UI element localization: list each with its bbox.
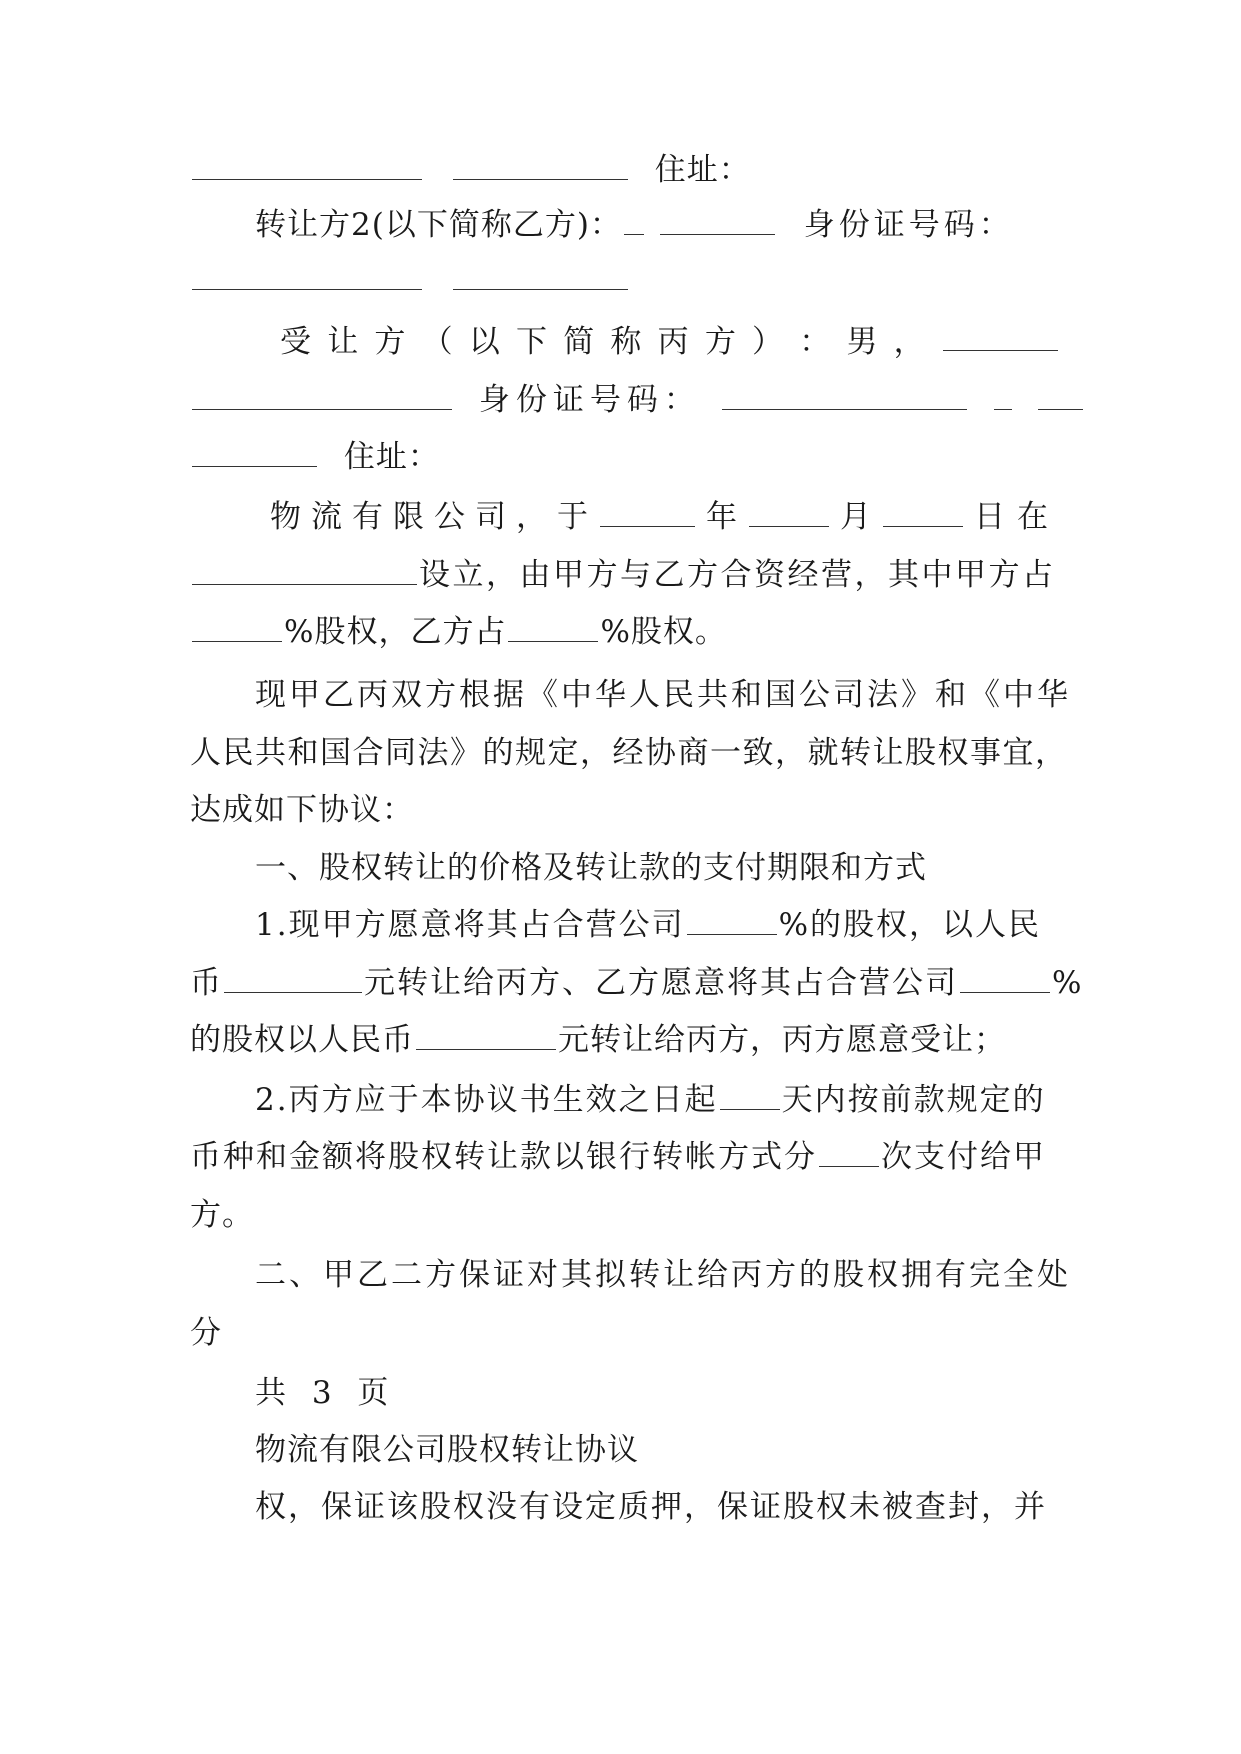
section-heading-2-line1: 二、甲乙二方保证对其拟转让给丙方的股权拥有完全处 [255,1257,1071,1293]
blank-field [224,964,362,993]
line-party3-address [190,437,1060,477]
clause-1-line2 [190,963,1083,1003]
para-basis-line1: 现甲乙丙双方根据《中华人民共和国公司法》和《中华 [255,677,1071,713]
char: ： [799,324,832,360]
month-label: 月 [840,499,872,535]
char: 方 [374,324,407,360]
char: 丙 [657,324,690,360]
section-heading-2-line2: 分 [190,1315,222,1351]
blank-field [720,1081,780,1110]
para-basis-line3: 达成如下协议： [190,792,414,828]
share-a-text: %股权，乙方占 [284,614,507,650]
party2-label: 转让方2(以下简称乙方)： [255,207,622,243]
char: 流 [311,499,343,535]
char: 下 [516,324,549,360]
char: 称 [610,324,643,360]
clause-text: %的股权，以人民 [778,907,1042,943]
blank-field [192,438,317,467]
line-company-established [270,497,1060,537]
para-basis-line2: 人民共和国合同法》的规定，经协商一致，就转让股权事宜， [190,735,1068,771]
clause-2-line3: 方。 [190,1197,254,1233]
clause-text: % [1052,965,1083,1001]
blank-field [453,151,628,180]
char: 于 [557,499,589,535]
blank-field [192,381,452,410]
line-party3-id [190,380,1060,420]
clause-2-line2 [190,1137,1060,1177]
day-label: 日在 [974,499,1060,535]
line-joint-venture [190,555,1060,595]
clause-text: 的股权以人民币 [190,1022,414,1058]
clause-text: 元转让给丙方，丙方愿意受让； [558,1022,1006,1058]
blank-field [749,498,829,527]
char: 限 [393,499,425,535]
clause-1-line3 [190,1020,1060,1060]
char: 司 [475,499,507,535]
line-id-blanks [190,260,1060,300]
char: 以 [468,324,501,360]
blank-field [192,613,282,642]
clause-text: 2.丙方应于本协议书生效之日起 [255,1082,718,1118]
blank-field [600,498,695,527]
address-label: 住址： [343,439,440,475]
clause-1-line1 [255,905,1060,945]
year-label: 年 [706,499,738,535]
joint-venture-text: 设立，由甲方与乙方合资经营，其中甲方占 [419,557,1056,593]
blank-field [624,206,644,235]
clause-2-line1 [255,1080,1060,1120]
char: 方 [704,324,737,360]
blank-field [453,261,628,290]
line-party3 [280,322,1060,362]
blank-field [416,1021,556,1050]
address-label: 住址： [654,152,751,188]
char: 受 [280,324,312,360]
line-share-ratio [190,612,1060,652]
blank-field [994,381,1012,410]
continuation-line: 权，保证该股权没有设定质押，保证股权未被查封，并 [255,1489,1047,1525]
id-number-label: 身份证号码： [803,207,1014,243]
line-party2 [255,205,1060,245]
char: ， [516,499,548,535]
blank-field [687,906,777,935]
char: ， [893,324,926,360]
char: 男 [846,324,879,360]
blank-field [192,151,422,180]
blank-field [943,322,1058,351]
running-title: 物流有限公司股权转让协议 [255,1432,639,1468]
blank-field [508,613,598,642]
section-heading-1: 一、股权转让的价格及转让款的支付期限和方式 [255,850,927,886]
blank-field [192,261,422,290]
page-count: 共 3 页 [255,1375,397,1411]
blank-field [960,964,1050,993]
char: 让 [327,324,360,360]
char: 物 [270,499,302,535]
blank-field [1038,381,1083,410]
clause-text: 天内按前款规定的 [781,1082,1046,1118]
clause-text: 次支付给甲 [881,1139,1046,1175]
blank-field [722,381,967,410]
blank-field [660,206,775,235]
clause-text: 1.现甲方愿意将其占合营公司 [255,907,685,943]
blank-field [819,1138,879,1167]
blank-field [192,556,417,585]
char: 简 [563,324,596,360]
char: 有 [352,499,384,535]
id-number-label: 身份证号码： [478,382,701,418]
char: （ [421,324,454,360]
clause-text: 币种和金额将股权转让款以银行转帐方式分 [190,1139,817,1175]
line-address-party1 [190,150,1060,190]
char: 公 [434,499,466,535]
share-b-text: %股权。 [600,614,727,650]
blank-field [883,498,963,527]
clause-text: 币 [190,965,222,1001]
char: ） [752,324,785,360]
clause-text: 元转让给丙方、乙方愿意将其占合营公司 [364,965,958,1001]
